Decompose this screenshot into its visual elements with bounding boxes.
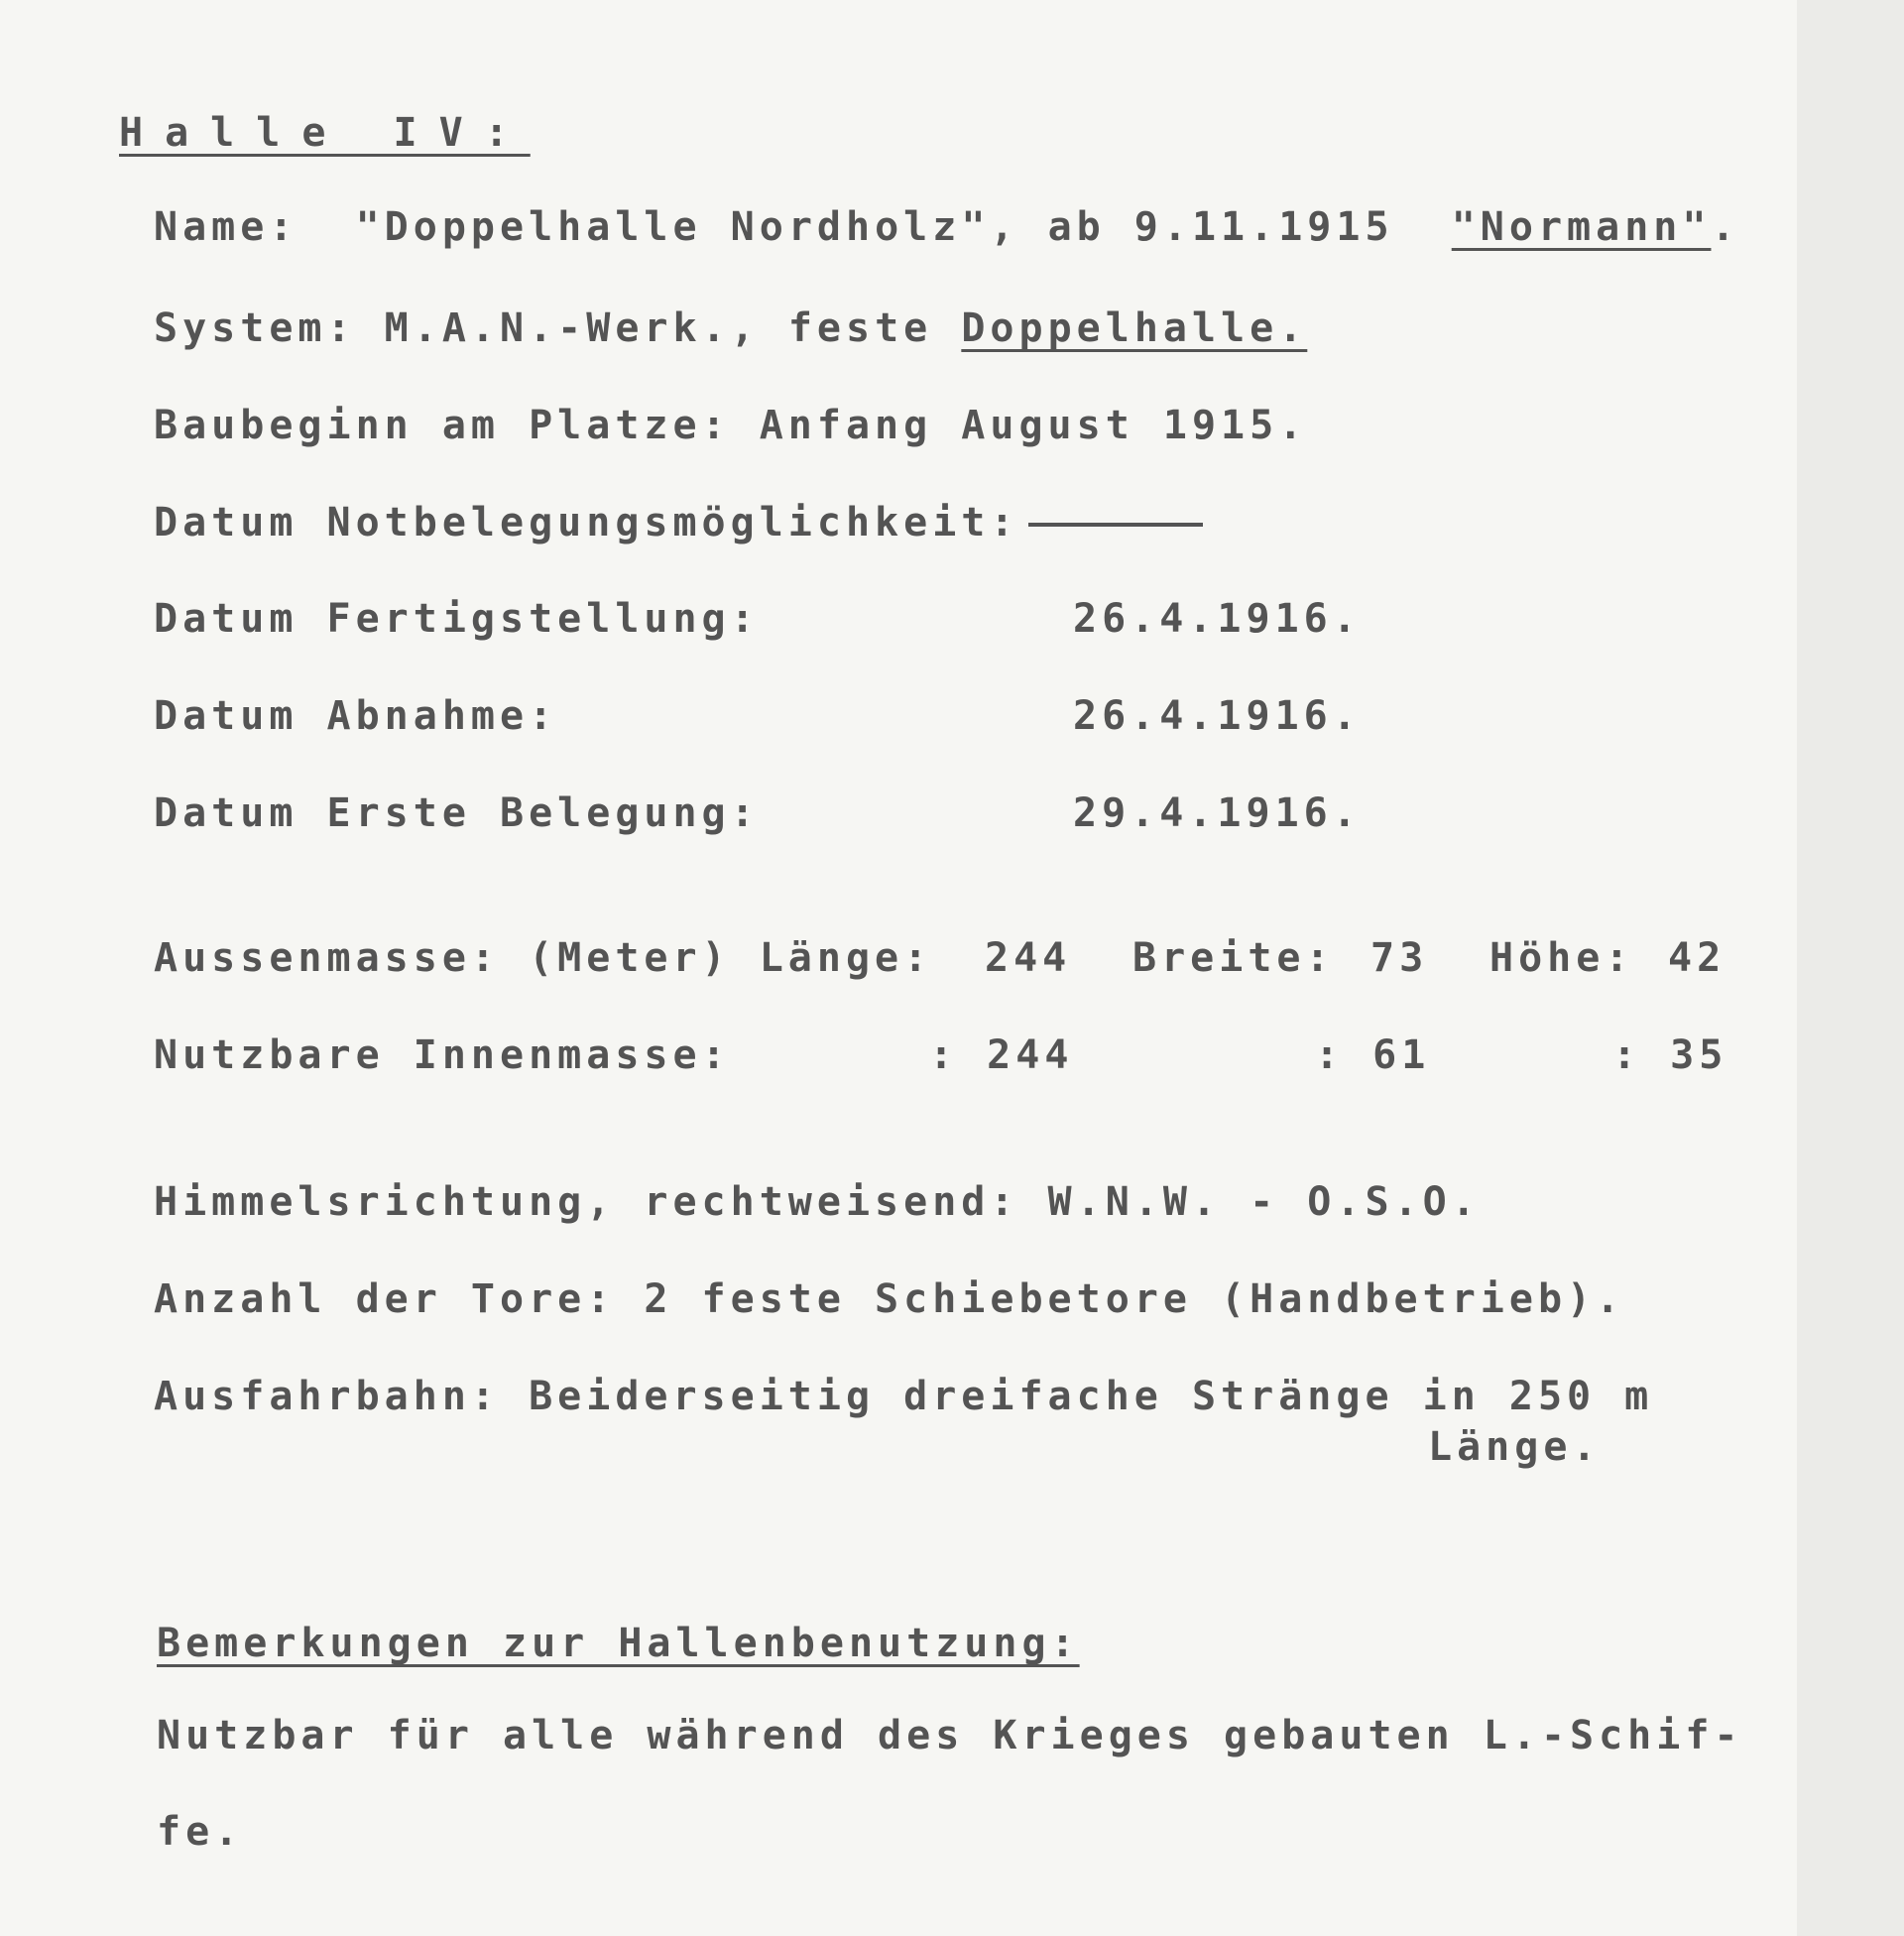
name-value: "Doppelhalle Nordholz", ab 9.11.1915: [355, 204, 1394, 250]
himmelsrichtung-line: Himmelsrichtung, rechtweisend: W.N.W. - O.S.O.: [154, 1179, 1481, 1225]
name-line: [154, 203, 1740, 251]
aussen-hoehe: 42: [1668, 935, 1726, 981]
bemerkungen-text-2: fe.: [157, 1809, 244, 1855]
notbelegung-line: [154, 499, 1203, 546]
innenmasse-label: Nutzbare Innenmasse:: [154, 1032, 731, 1078]
aussen-breite: 73: [1370, 935, 1429, 981]
innen-breite: : 61: [1315, 1032, 1431, 1078]
new-name: "Normann": [1451, 204, 1712, 250]
erste-belegung-label: Datum Erste Belegung:: [154, 790, 760, 836]
fertigstellung-label: Datum Fertigstellung:: [154, 596, 760, 642]
aussen-laenge: 244: [985, 935, 1072, 981]
aussen-breite-label: Breite:: [1132, 935, 1335, 981]
bemerkungen-text-1: Nutzbar für alle während des Krieges gebauten L.-Schif-: [157, 1713, 1743, 1758]
section-heading: Halle IV:: [119, 110, 531, 156]
system-label: System:: [154, 305, 356, 351]
abnahme-value: 26.4.1916.: [1073, 693, 1362, 739]
system-line: [154, 304, 1307, 352]
aussenmasse-label: Aussenmasse: (Meter) Länge:: [154, 935, 933, 981]
empty-dash: [1028, 523, 1203, 527]
ausfahrbahn-line-2: Länge.: [1428, 1424, 1602, 1470]
system-value: M.A.N.-Werk., feste: [384, 305, 933, 351]
fertigstellung-value: 26.4.1916.: [1073, 596, 1362, 642]
bemerkungen-title: Bemerkungen zur Hallenbenutzung:: [157, 1621, 1080, 1666]
innen-hoehe: : 35: [1612, 1032, 1728, 1078]
erste-belegung-value: 29.4.1916.: [1073, 790, 1362, 836]
abnahme-label: Datum Abnahme:: [154, 693, 558, 739]
baubeginn-line: Baubeginn am Platze: Anfang August 1915.: [154, 403, 1308, 448]
ausfahrbahn-line: Ausfahrbahn: Beiderseitig dreifache Stränge in 250 m: [154, 1374, 1654, 1419]
name-end: .: [1711, 204, 1740, 250]
aussen-hoehe-label: Höhe:: [1489, 935, 1634, 981]
tore-line: Anzahl der Tore: 2 feste Schiebetore (Handbetrieb).: [154, 1276, 1625, 1322]
page-edge: [1797, 0, 1904, 1936]
innen-laenge: : 244: [929, 1032, 1074, 1078]
name-label: Name:: [154, 204, 298, 250]
system-type: Doppelhalle.: [961, 305, 1308, 351]
notbelegung-label: Datum Notbelegungsmöglichkeit:: [154, 500, 1019, 545]
